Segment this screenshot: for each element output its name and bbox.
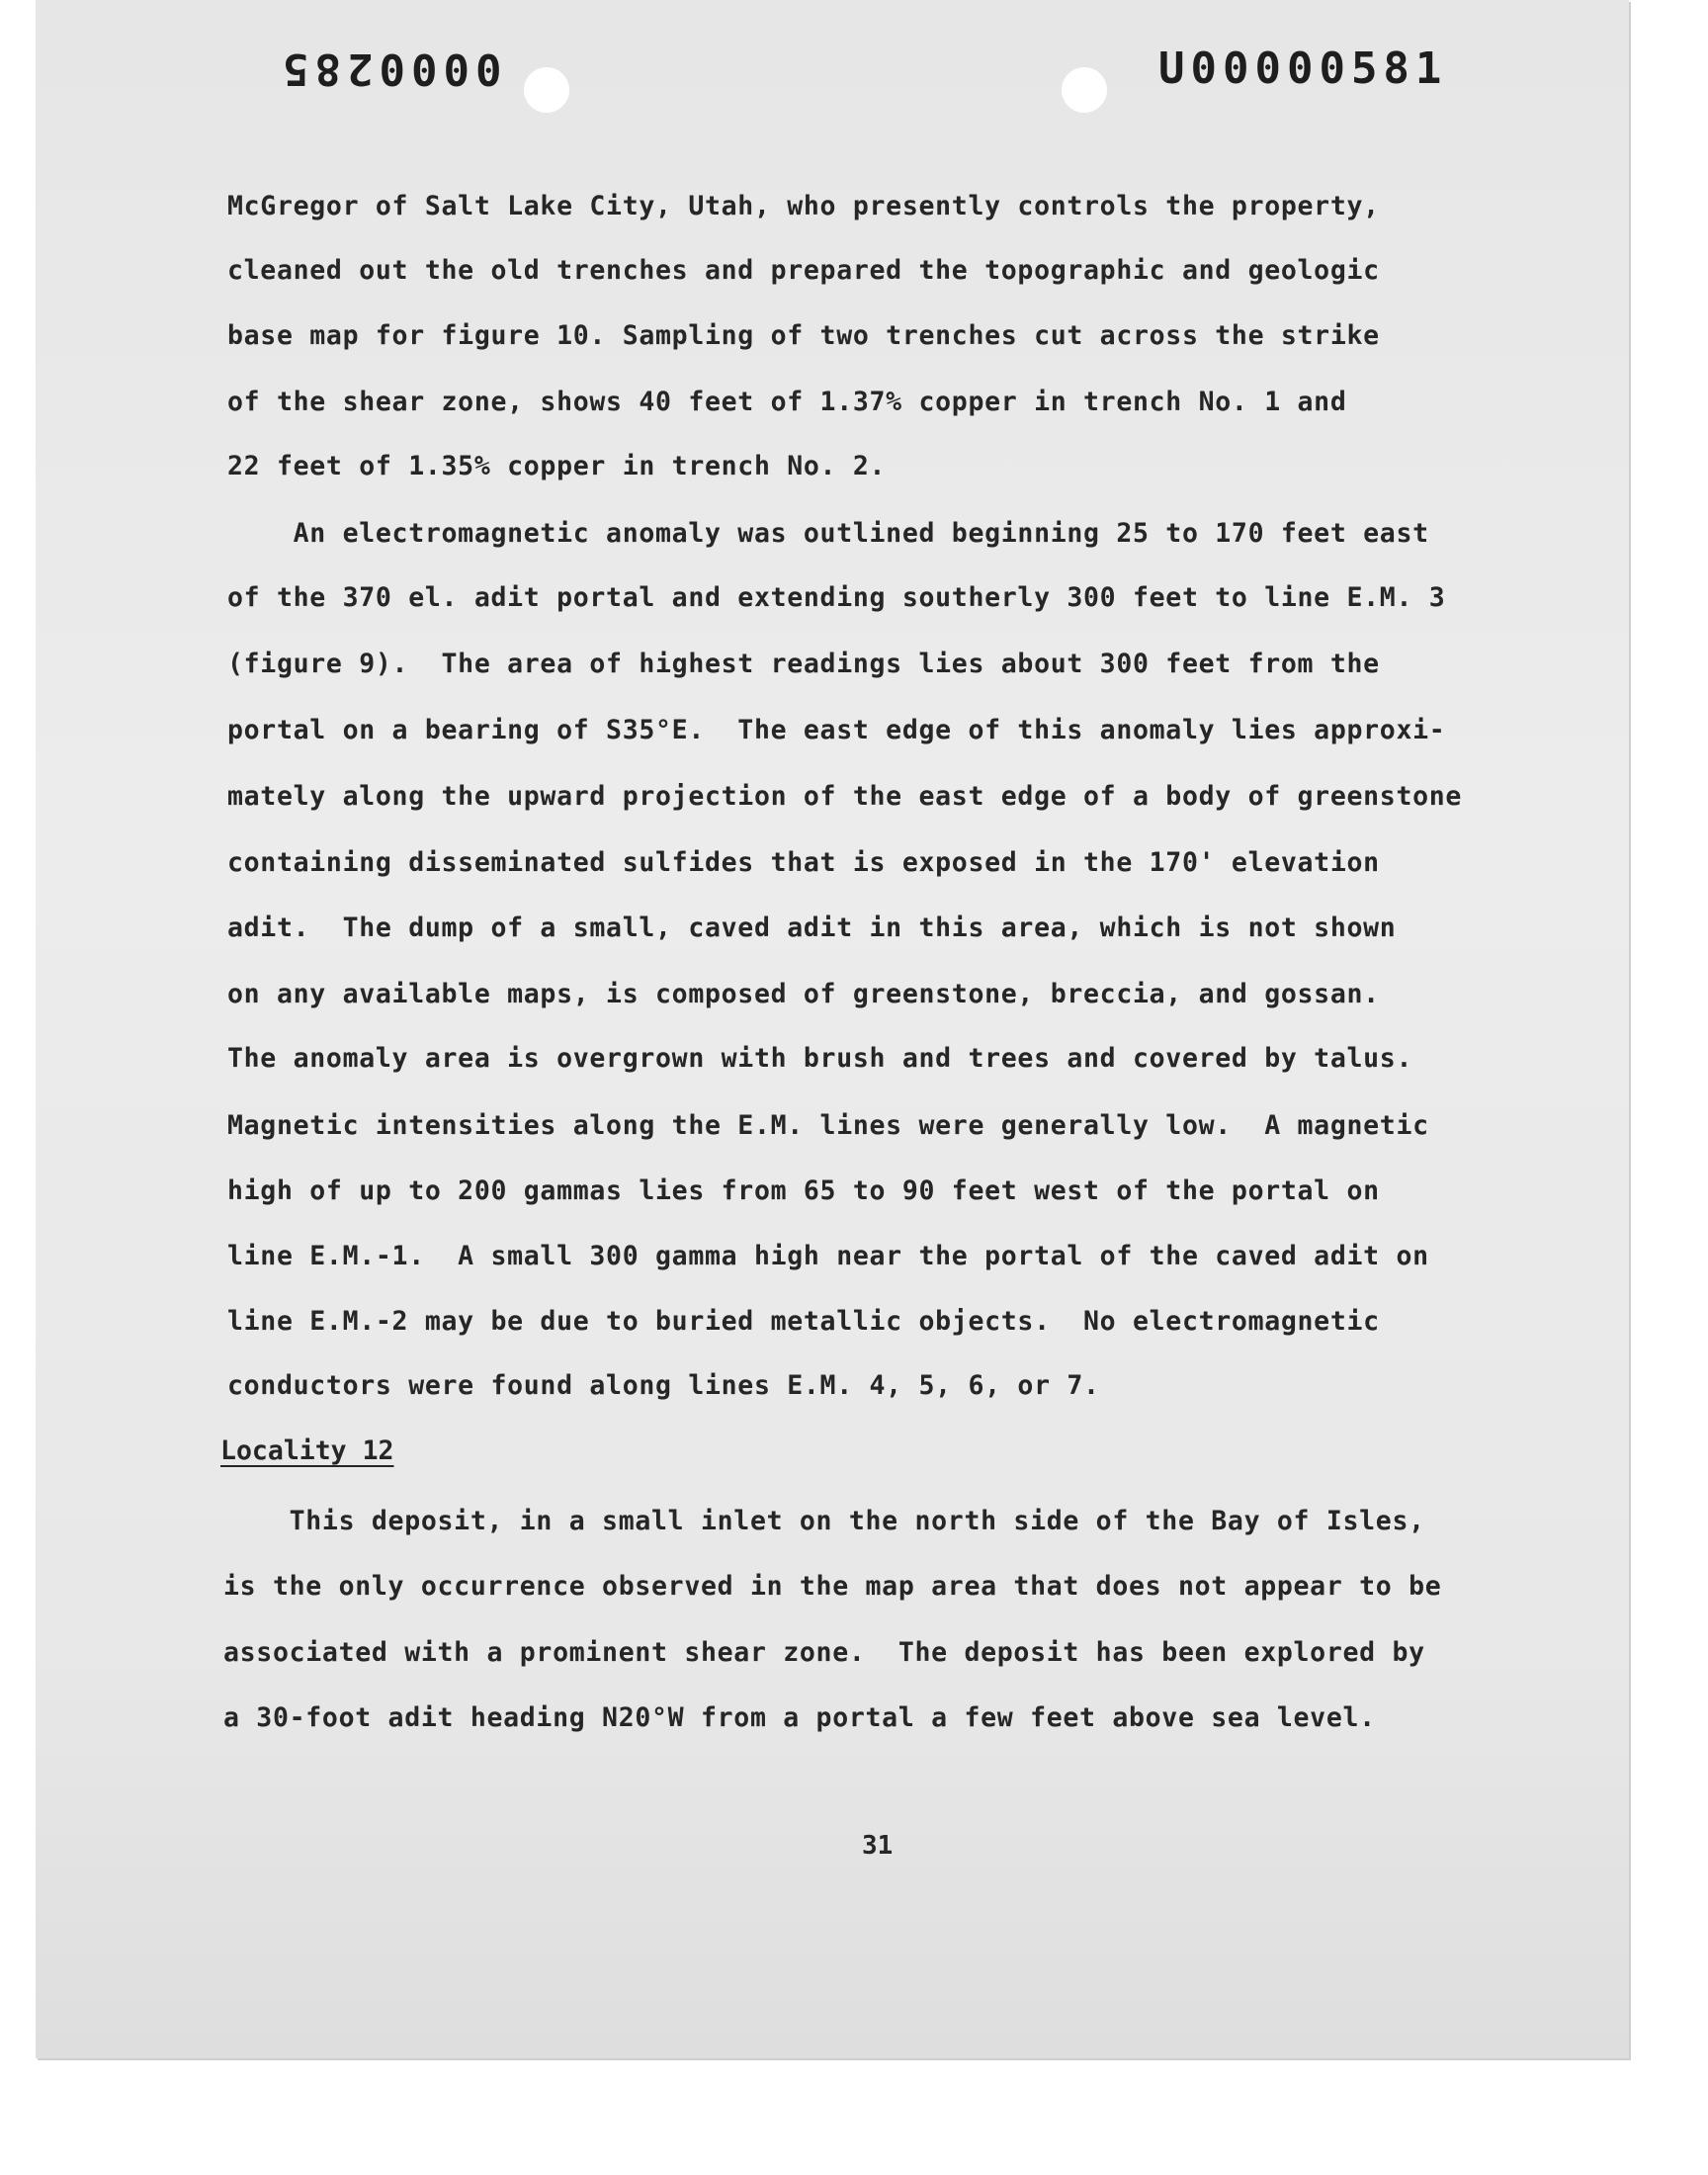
text-line: on any available maps, is composed of greenstone, breccia, and gossan. — [227, 979, 1380, 1009]
text-line: cleaned out the old trenches and prepared the topographic and geologic — [227, 255, 1380, 286]
text-line: of the shear zone, shows 40 feet of 1.37% copper in trench No. 1 and — [227, 387, 1347, 417]
text-line: of the 370 el. adit portal and extending southerly 300 feet to line E.M. 3 — [227, 582, 1446, 613]
text-line: An electromagnetic anomaly was outlined beginning 25 to 170 feet east — [227, 518, 1429, 549]
text-line: The anomaly area is overgrown with brush and trees and covered by talus. — [227, 1043, 1413, 1074]
document-page — [36, 0, 1629, 2058]
text-line: associated with a prominent shear zone. The deposit has been explored by — [223, 1637, 1425, 1668]
text-line: adit. The dump of a small, caved adit in this area, which is not shown — [227, 913, 1397, 943]
text-line: high of up to 200 gammas lies from 65 to 90 feet west of the portal on — [227, 1175, 1380, 1206]
text-line: mately along the upward projection of the east edge of a body of greenstone — [227, 781, 1463, 812]
page-number: 31 — [862, 1831, 894, 1861]
stamp-number-left: 0000285 — [277, 44, 502, 94]
text-line: This deposit, in a small inlet on the north side of the Bay of Isles, — [223, 1506, 1425, 1536]
text-line: base map for figure 10. Sampling of two trenches cut across the strike — [227, 320, 1380, 351]
text-line: line E.M.-2 may be due to buried metallic objects. No electromagnetic — [227, 1306, 1380, 1337]
text-line: McGregor of Salt Lake City, Utah, who presently controls the property, — [227, 191, 1380, 221]
text-line: conductors were found along lines E.M. 4, 5, 6, or 7. — [227, 1370, 1100, 1401]
section-heading: Locality 12 — [220, 1436, 394, 1466]
text-line: a 30-foot adit heading N20°W from a portal a few feet above sea level. — [223, 1702, 1376, 1733]
stamp-number-right: U00000581 — [1158, 44, 1448, 94]
text-line: Magnetic intensities along the E.M. lines were generally low. A magnetic — [227, 1110, 1429, 1141]
text-line: 22 feet of 1.35% copper in trench No. 2. — [227, 451, 887, 481]
text-line: containing disseminated sulfides that is exposed in the 170' elevation — [227, 847, 1380, 878]
punch-hole-left — [524, 67, 569, 113]
punch-hole-right — [1062, 67, 1107, 113]
text-line: line E.M.-1. A small 300 gamma high near the portal of the caved adit on — [227, 1241, 1429, 1271]
text-line: (figure 9). The area of highest readings lies about 300 feet from the — [227, 649, 1380, 679]
text-line: is the only occurrence observed in the map area that does not appear to be — [223, 1571, 1442, 1602]
text-line: portal on a bearing of S35°E. The east edge of this anomaly lies approxi- — [227, 715, 1446, 745]
